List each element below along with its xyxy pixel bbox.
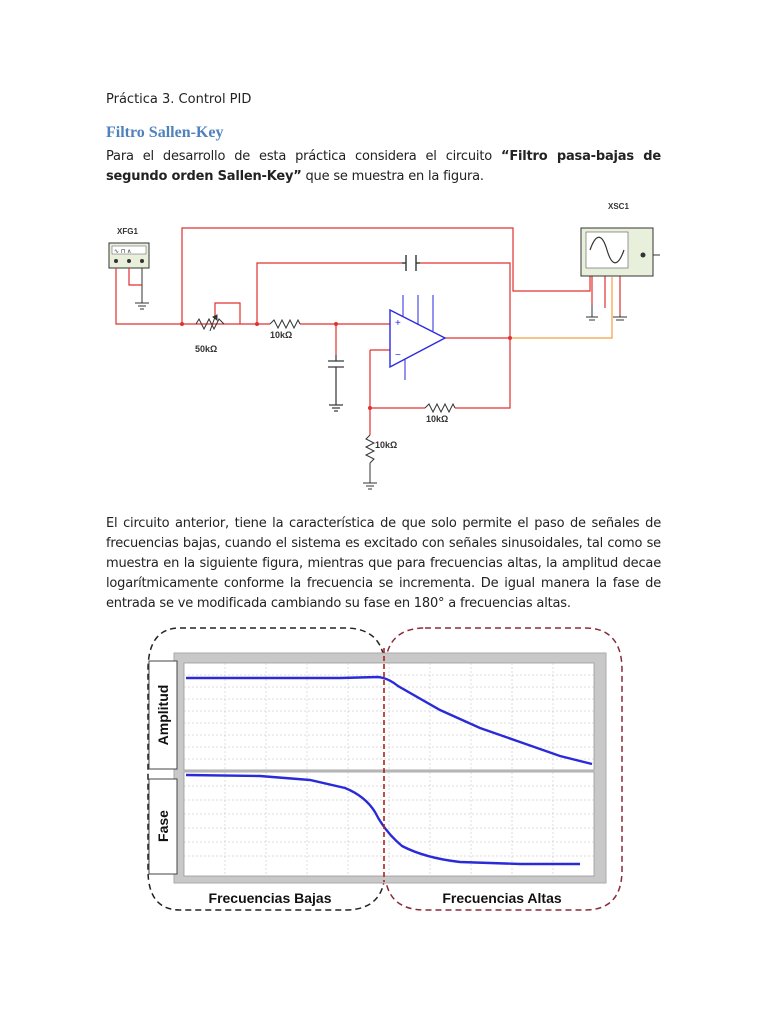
resistor-r1 bbox=[270, 320, 300, 328]
output-wire bbox=[510, 277, 612, 338]
svg-text:∿ ⊓ ∧: ∿ ⊓ ∧ bbox=[114, 249, 132, 255]
intro-text-after: que se muestra en la figura. bbox=[301, 169, 484, 184]
potentiometer-label: 50kΩ bbox=[195, 344, 218, 354]
opamp-minus: − bbox=[395, 350, 401, 361]
oscilloscope bbox=[581, 228, 660, 276]
op-amp bbox=[390, 295, 445, 380]
bode-plot-figure bbox=[140, 620, 630, 920]
resistor-r1-label: 10kΩ bbox=[270, 330, 293, 340]
low-frequency-label: Frecuencias Bajas bbox=[208, 890, 332, 906]
resistor-feedback bbox=[425, 404, 455, 412]
feedback-capacitor bbox=[402, 255, 420, 271]
function-generator bbox=[109, 243, 149, 268]
generator-label: XFG1 bbox=[117, 227, 138, 236]
potentiometer bbox=[196, 315, 224, 331]
red-wires bbox=[116, 228, 620, 435]
scope-label: XSC1 bbox=[608, 202, 629, 211]
ground-capacitor bbox=[328, 355, 344, 411]
intro-bold-circuit-name: “Filtro pasa-bajas de segundo orden Sallen-Key” bbox=[106, 149, 661, 184]
sallen-key-circuit-diagram bbox=[100, 195, 670, 500]
body-paragraph: El circuito anterior, tiene la característica de que solo permite el paso de señales de frecuencias bajas, cuando el sistema es excitado con señales sinusoidales, tal como se muestra en la siguiente figura, mientras que para frecuencias altas, la amplitud decae logarítmicamente conforme la frecuencia se incrementa. De igual manera la fase de entrada se ve modificada cambiando su fase en 180° a frecuencias altas. bbox=[106, 516, 661, 611]
intro-text-before: Para el desarrollo de esta práctica considera el circuito bbox=[106, 149, 501, 164]
phase-panel bbox=[184, 772, 594, 876]
phase-axis-label: Fase bbox=[155, 810, 171, 842]
resistor-feedback-label: 10kΩ bbox=[426, 414, 449, 424]
intro-paragraph bbox=[106, 147, 661, 187]
resistor-ground-label: 10kΩ bbox=[375, 440, 398, 450]
amplitude-panel bbox=[184, 663, 594, 770]
amplitude-axis-label: Amplitud bbox=[155, 684, 171, 746]
opamp-plus: + bbox=[395, 318, 401, 329]
section-title: Filtro Sallen-Key bbox=[106, 124, 224, 141]
page-header: Práctica 3. Control PID bbox=[106, 92, 252, 107]
high-frequency-label: Frecuencias Altas bbox=[442, 890, 562, 906]
